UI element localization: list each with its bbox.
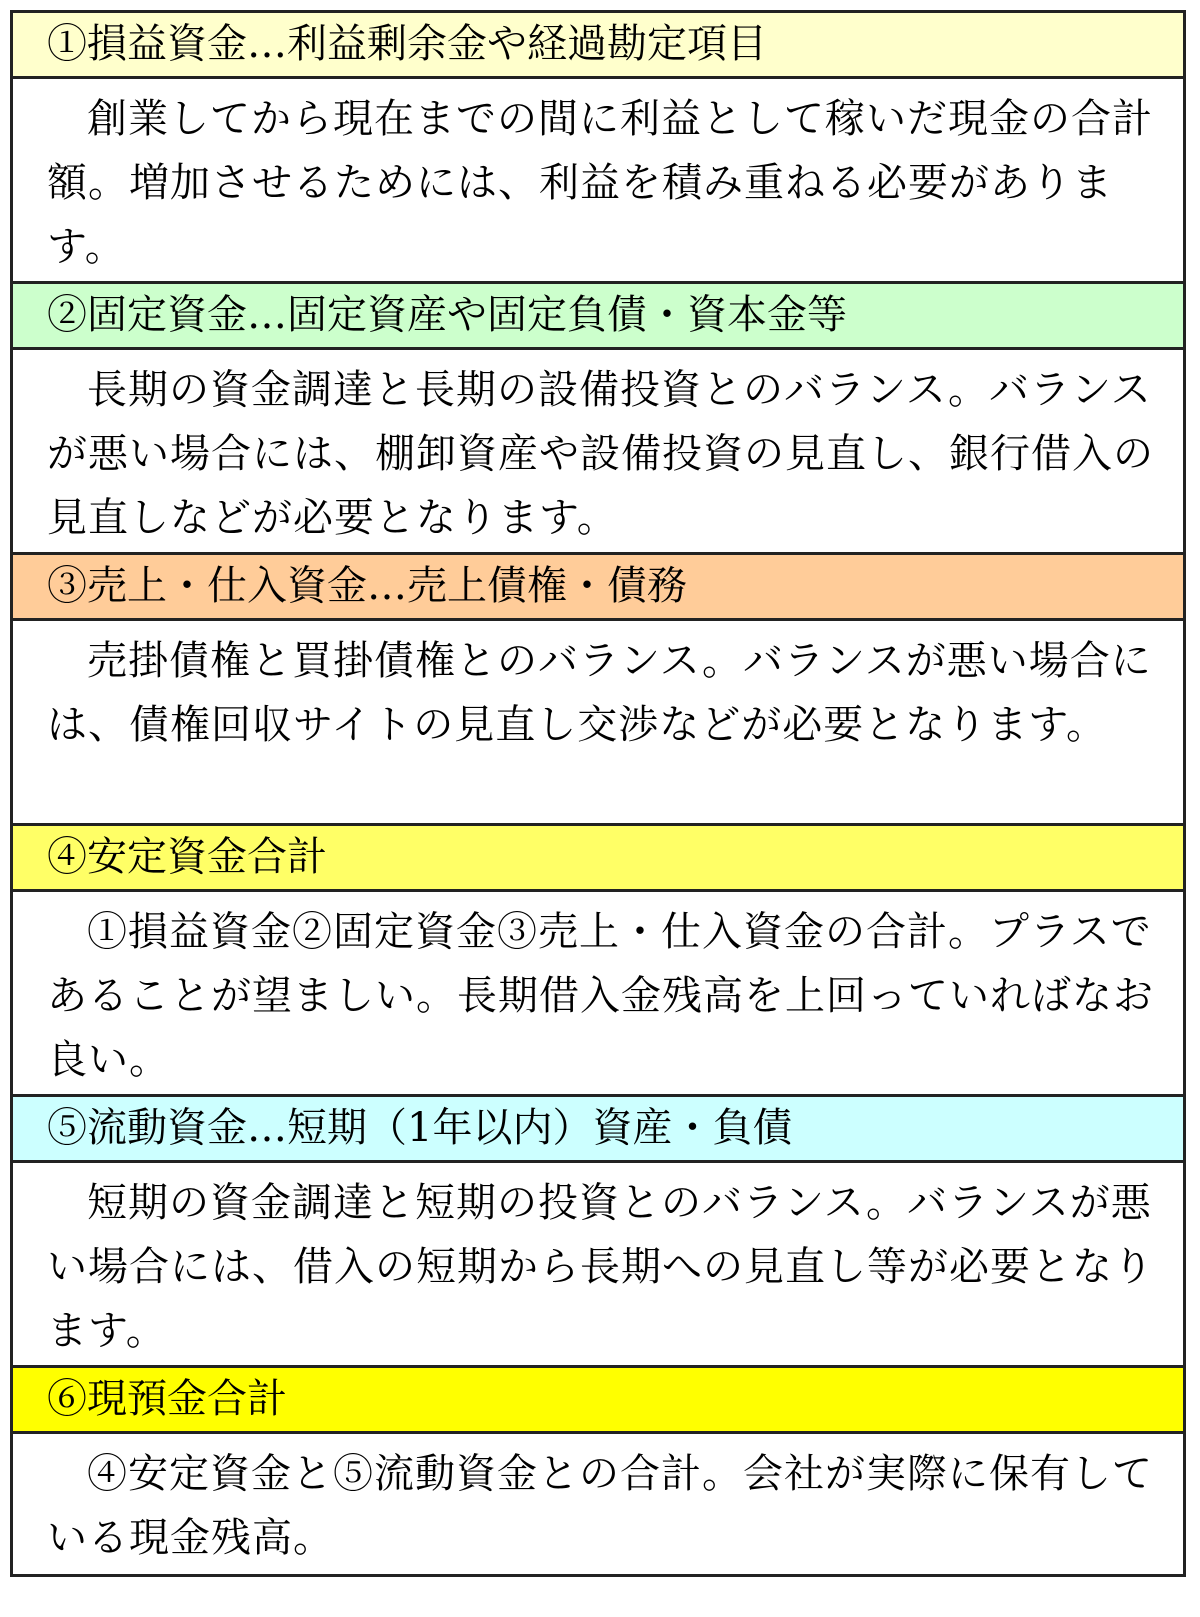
section-body-current-funds: 短期の資金調達と短期の投資とのバランス。バランスが悪い場合には、借入の短期から長期への見直し等が必要となります。 bbox=[13, 1163, 1183, 1368]
section-header-stable-funds-total: ④安定資金合計 bbox=[13, 826, 1183, 892]
section-body-fixed-funds: 長期の資金調達と長期の設備投資とのバランス。バランスが悪い場合には、棚卸資産や設備投資の見直し、銀行借入の見直しなどが必要となります。 bbox=[13, 350, 1183, 555]
cash-flow-table bbox=[10, 10, 1186, 1577]
section-body-cash-deposits-total: ④安定資金と⑤流動資金との合計。会社が実際に保有している現金残高。 bbox=[47, 1451, 1153, 1561]
section-body-stable-funds-total: ①損益資金②固定資金③売上・仕入資金の合計。プラスであることが望ましい。長期借入金残高を上回っていればなお良い。 bbox=[13, 892, 1183, 1097]
section-header-profit-loss-funds: ①損益資金…利益剰余金や経過勘定項目 bbox=[13, 13, 1183, 79]
section-header-cash-deposits-total: ⑥現預金合計 bbox=[13, 1368, 1183, 1434]
section-body-sales-purchase-funds: 売掛債権と買掛債権とのバランス。バランスが悪い場合には、債権回収サイトの見直し交渉などが必要となります。 bbox=[13, 621, 1183, 826]
section-header-fixed-funds: ②固定資金…固定資産や固定負債・資本金等 bbox=[13, 284, 1183, 350]
section-header-current-funds: ⑤流動資金…短期（1年以内）資産・負債 bbox=[13, 1097, 1183, 1163]
section-body-profit-loss-funds: 創業してから現在までの間に利益として稼いだ現金の合計額。増加させるためには、利益を積み重ねる必要があります。 bbox=[13, 79, 1183, 284]
section-header-sales-purchase-funds: ③売上・仕入資金…売上債権・債務 bbox=[13, 555, 1183, 621]
